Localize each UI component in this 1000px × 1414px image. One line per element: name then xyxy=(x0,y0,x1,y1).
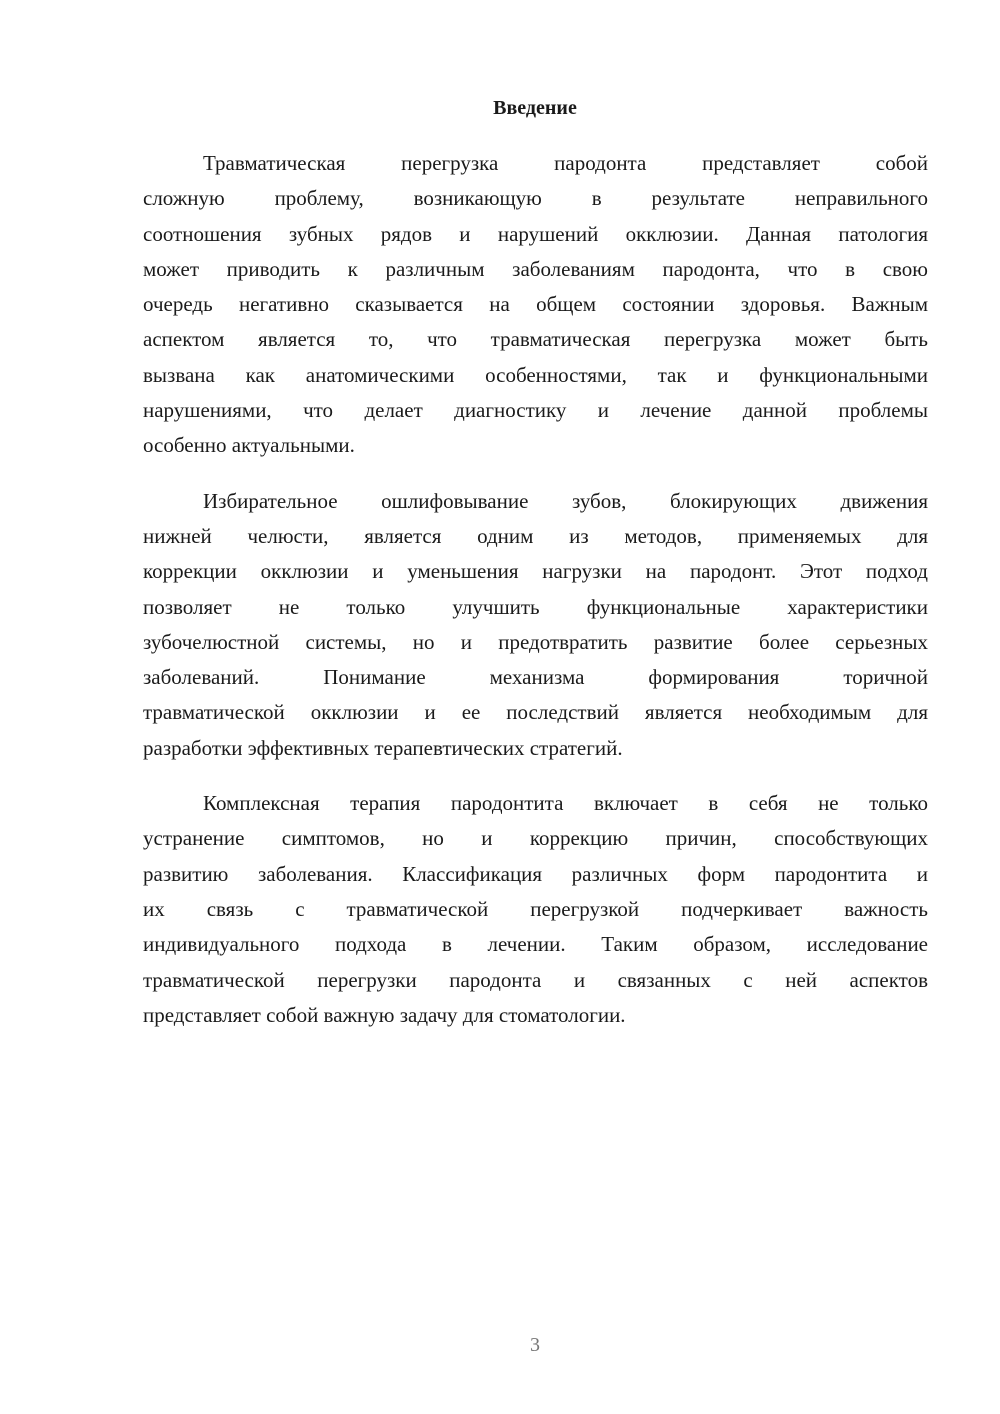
text-line: может приводить к различным заболеваниям пародонта, что в свою xyxy=(143,256,928,281)
text-line: коррекции окклюзии и уменьшения нагрузки на пародонт. Этот подход xyxy=(143,559,928,584)
text-line: нижней челюсти, является одним из методов, применяемых для xyxy=(143,523,928,548)
body-text xyxy=(143,146,928,1053)
text-line: Комплексная терапия пародонтита включает в себя не только xyxy=(203,791,928,816)
section-heading: Введение xyxy=(493,97,577,119)
text-line: зубочелюстной системы, но и предотвратить развитие более серьезных xyxy=(143,629,928,654)
text-line: устранение симптомов, но и коррекцию причин, способствующих xyxy=(143,826,928,851)
text-line: особенно актуальными. xyxy=(143,433,355,458)
text-line: травматической окклюзии и ее последствий является необходимым для xyxy=(143,700,928,725)
text-line: развитию заболевания. Классификация различных форм пародонтита и xyxy=(143,861,928,886)
text-line: Травматическая перегрузка пародонта представляет собой xyxy=(203,151,928,175)
text-line: представляет собой важную задачу для стоматологии. xyxy=(143,1002,626,1027)
text-line: вызвана как анатомическими особенностями, так и функциональными xyxy=(143,362,928,387)
page-number: 3 xyxy=(530,1334,540,1356)
text-line: Избирательное ошлифовывание зубов, блокирующих движения xyxy=(203,488,928,513)
paragraph xyxy=(143,146,928,464)
text-line: их связь с травматической перегрузкой подчеркивает важность xyxy=(143,896,928,921)
text-line: заболеваний. Понимание механизма формирования торичной xyxy=(143,665,928,690)
text-line: очередь негативно сказывается на общем состоянии здоровья. Важным xyxy=(143,292,928,317)
paragraph xyxy=(143,786,928,1033)
paragraph xyxy=(143,484,928,766)
text-line: нарушениями, что делает диагностику и лечение данной проблемы xyxy=(143,398,928,423)
text-line: травматической перегрузки пародонта и связанных с ней аспектов xyxy=(143,967,928,992)
text-line: индивидуального подхода в лечении. Таким образом, исследование xyxy=(143,932,928,957)
text-line: сложную проблему, возникающую в результате неправильного xyxy=(143,186,928,211)
text-line: разработки эффективных терапевтических стратегий. xyxy=(143,735,623,760)
text-line: позволяет не только улучшить функциональные характеристики xyxy=(143,594,928,619)
text-line: аспектом является то, что травматическая перегрузка может быть xyxy=(143,327,928,352)
text-line: соотношения зубных рядов и нарушений окклюзии. Данная патология xyxy=(143,221,928,246)
